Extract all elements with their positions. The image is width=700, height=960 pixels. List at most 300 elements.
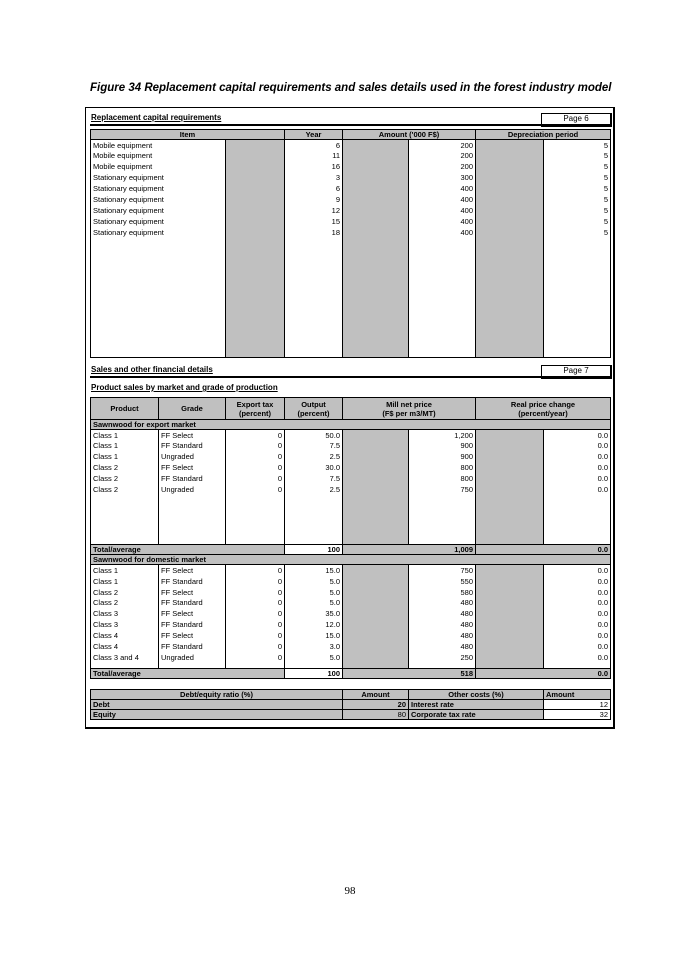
change-cell: 0.0 <box>544 576 611 587</box>
shaded-cell <box>476 346 544 357</box>
amount-cell <box>409 325 476 336</box>
product-cell: Class 1 <box>91 576 159 587</box>
output-cell: 7.5 <box>285 473 343 484</box>
shaded-cell <box>476 140 544 151</box>
amount-cell: 400 <box>409 205 476 216</box>
shaded-cell <box>476 183 544 194</box>
header-export-tax <box>226 398 285 420</box>
shaded-cell <box>343 150 409 161</box>
page-box-7: Page 7 <box>541 365 612 379</box>
grade-cell: Ungraded <box>159 484 226 495</box>
shaded-cell <box>226 161 285 172</box>
item-cell: Mobile equipment <box>91 161 226 172</box>
table-row <box>91 161 611 172</box>
price-cell: 550 <box>409 576 476 587</box>
item-cell: Mobile equipment <box>91 140 226 151</box>
depreciation-cell: 5 <box>544 227 611 238</box>
shaded-cell <box>343 172 409 183</box>
output-cell: 12.0 <box>285 619 343 630</box>
grade-cell: FF Select <box>159 587 226 598</box>
section-rule <box>90 376 610 378</box>
table-row <box>91 292 611 303</box>
export-tax-cell: 0 <box>226 576 285 587</box>
shaded-cell <box>343 484 409 495</box>
shaded-cell <box>343 248 409 259</box>
item-cell <box>91 346 226 357</box>
product-cell: Class 2 <box>91 587 159 598</box>
table-row <box>91 259 611 270</box>
shaded-cell <box>343 587 409 598</box>
product-cell: Class 4 <box>91 641 159 652</box>
amount-cell: 400 <box>409 183 476 194</box>
shaded-cell <box>226 303 285 314</box>
year-cell <box>285 248 343 259</box>
market-label: Sawnwood for export market <box>91 420 611 430</box>
output-cell: 2.5 <box>285 484 343 495</box>
table-row <box>91 652 611 663</box>
shaded-cell <box>226 270 285 281</box>
debt-value: 20 <box>343 700 409 710</box>
table-row <box>91 451 611 462</box>
shaded-cell <box>476 325 544 336</box>
replacement-title: Replacement capital requirements <box>91 113 222 122</box>
year-cell: 11 <box>285 150 343 161</box>
shaded-cell <box>343 205 409 216</box>
total-change: 0.0 <box>476 545 611 555</box>
section-rule <box>90 124 610 126</box>
table-row <box>91 619 611 630</box>
shaded-cell <box>476 248 544 259</box>
total-label: Total/average <box>91 545 285 555</box>
shaded-cell <box>476 641 544 652</box>
shaded-cell <box>343 216 409 227</box>
grade-cell: FF Select <box>159 565 226 576</box>
equity-value: 80 <box>343 710 409 720</box>
amount-cell <box>409 281 476 292</box>
replacement-table <box>90 129 611 358</box>
grade-cell: Ungraded <box>159 652 226 663</box>
shaded-cell <box>226 150 285 161</box>
depreciation-cell: 5 <box>544 140 611 151</box>
shaded-cell <box>476 495 544 545</box>
shaded-cell <box>343 161 409 172</box>
debt-label: Debt <box>91 700 343 710</box>
shaded-cell <box>476 292 544 303</box>
shaded-cell <box>343 641 409 652</box>
output-cell: 15.0 <box>285 630 343 641</box>
product-cell: Class 1 <box>91 430 159 441</box>
shaded-cell <box>343 652 409 663</box>
shaded-cell <box>226 346 285 357</box>
table-row <box>91 484 611 495</box>
header-product: Product <box>91 398 159 420</box>
amount-cell <box>409 270 476 281</box>
year-cell <box>285 292 343 303</box>
output-cell: 35.0 <box>285 608 343 619</box>
shaded-cell <box>226 172 285 183</box>
table-row <box>91 270 611 281</box>
shaded-cell <box>226 140 285 151</box>
shaded-cell <box>343 608 409 619</box>
shaded-cell <box>226 248 285 259</box>
table-row <box>91 194 611 205</box>
table-row <box>91 314 611 325</box>
interest-label: Interest rate <box>409 700 544 710</box>
item-cell <box>91 292 226 303</box>
output-cell: 7.5 <box>285 440 343 451</box>
table-row <box>91 346 611 357</box>
shaded-cell <box>476 619 544 630</box>
shaded-cell <box>226 227 285 238</box>
product-cell: Class 1 <box>91 451 159 462</box>
output-cell: 30.0 <box>285 462 343 473</box>
tax-value: 32 <box>544 710 611 720</box>
grade-cell <box>159 495 226 545</box>
export-tax-cell: 0 <box>226 473 285 484</box>
amount-cell <box>409 248 476 259</box>
sales-table <box>90 397 611 679</box>
product-cell: Class 3 <box>91 619 159 630</box>
product-cell: Class 2 <box>91 473 159 484</box>
depreciation-cell: 5 <box>544 216 611 227</box>
header-mill-price-unit: (F$ per m3/MT) <box>382 408 436 418</box>
shaded-cell <box>476 259 544 270</box>
item-cell: Mobile equipment <box>91 150 226 161</box>
export-tax-cell: 0 <box>226 587 285 598</box>
equity-label: Equity <box>91 710 343 720</box>
export-tax-cell: 0 <box>226 565 285 576</box>
year-cell <box>285 270 343 281</box>
grade-cell: FF Select <box>159 430 226 441</box>
shaded-cell <box>343 473 409 484</box>
header-amount-right: Amount <box>544 690 611 700</box>
item-cell: Stationary equipment <box>91 183 226 194</box>
shaded-cell <box>476 303 544 314</box>
depreciation-cell <box>544 248 611 259</box>
grade-cell: FF Standard <box>159 641 226 652</box>
header-depreciation: Depreciation period <box>476 130 611 140</box>
amount-cell <box>409 303 476 314</box>
export-tax-cell: 0 <box>226 619 285 630</box>
shaded-cell <box>343 303 409 314</box>
total-price: 518 <box>343 669 476 679</box>
shaded-cell <box>226 205 285 216</box>
shaded-cell <box>476 270 544 281</box>
page-box-6: Page 6 <box>541 113 612 127</box>
total-output: 100 <box>285 669 343 679</box>
export-tax-cell: 0 <box>226 630 285 641</box>
table-row <box>91 238 611 249</box>
price-cell: 250 <box>409 652 476 663</box>
header-real-change <box>476 398 611 420</box>
export-tax-cell: 0 <box>226 652 285 663</box>
item-cell <box>91 248 226 259</box>
amount-cell: 200 <box>409 140 476 151</box>
shaded-cell <box>476 440 544 451</box>
product-cell: Class 1 <box>91 440 159 451</box>
shaded-cell <box>343 576 409 587</box>
price-cell: 900 <box>409 451 476 462</box>
shaded-cell <box>476 630 544 641</box>
header-output-label: Output <box>301 399 326 409</box>
tax-label: Corporate tax rate <box>409 710 544 720</box>
export-tax-cell <box>226 495 285 545</box>
total-price: 1,009 <box>343 545 476 555</box>
amount-cell <box>409 336 476 347</box>
table-row <box>91 227 611 238</box>
change-cell: 0.0 <box>544 430 611 441</box>
amount-cell: 400 <box>409 227 476 238</box>
total-output: 100 <box>285 545 343 555</box>
export-tax-cell: 0 <box>226 430 285 441</box>
product-cell: Class 2 <box>91 484 159 495</box>
table-row <box>91 598 611 609</box>
product-cell: Class 1 <box>91 565 159 576</box>
amount-cell <box>409 346 476 357</box>
amount-cell: 200 <box>409 161 476 172</box>
item-cell: Stationary equipment <box>91 172 226 183</box>
price-cell: 480 <box>409 619 476 630</box>
product-cell: Class 2 <box>91 462 159 473</box>
sales-subtitle: Product sales by market and grade of production <box>91 383 278 392</box>
year-cell: 12 <box>285 205 343 216</box>
amount-cell: 200 <box>409 150 476 161</box>
price-cell: 900 <box>409 440 476 451</box>
table-row <box>91 303 611 314</box>
shaded-cell <box>226 194 285 205</box>
header-year: Year <box>285 130 343 140</box>
shaded-cell <box>343 292 409 303</box>
export-tax-cell: 0 <box>226 440 285 451</box>
output-cell: 2.5 <box>285 451 343 462</box>
year-cell: 15 <box>285 216 343 227</box>
year-cell: 18 <box>285 227 343 238</box>
sales-title: Sales and other financial details <box>91 365 213 374</box>
figure-caption: Figure 34 Replacement capital requirements and sales details used in the forest industry model <box>90 82 612 94</box>
year-cell <box>285 259 343 270</box>
shaded-cell <box>343 346 409 357</box>
shaded-cell <box>476 238 544 249</box>
shaded-cell <box>476 652 544 663</box>
grade-cell: FF Standard <box>159 576 226 587</box>
change-cell: 0.0 <box>544 451 611 462</box>
depreciation-cell <box>544 292 611 303</box>
header-debt-equity: Debt/equity ratio (%) <box>91 690 343 700</box>
table-row <box>91 336 611 347</box>
export-tax-cell: 0 <box>226 608 285 619</box>
year-cell <box>285 346 343 357</box>
header-mill-price-label: Mill net price <box>386 399 432 409</box>
shaded-cell <box>226 325 285 336</box>
shaded-cell <box>476 205 544 216</box>
shaded-cell <box>476 161 544 172</box>
grade-cell: FF Standard <box>159 619 226 630</box>
grade-cell: FF Standard <box>159 473 226 484</box>
shaded-cell <box>343 619 409 630</box>
table-row <box>91 183 611 194</box>
shaded-cell <box>226 336 285 347</box>
amount-cell: 300 <box>409 172 476 183</box>
item-cell: Stationary equipment <box>91 216 226 227</box>
header-other-costs: Other costs (%) <box>409 690 544 700</box>
year-cell: 9 <box>285 194 343 205</box>
change-cell: 0.0 <box>544 587 611 598</box>
depreciation-cell: 5 <box>544 161 611 172</box>
item-cell: Stationary equipment <box>91 205 226 216</box>
total-label: Total/average <box>91 669 285 679</box>
shaded-cell <box>226 292 285 303</box>
interest-value: 12 <box>544 700 611 710</box>
shaded-cell <box>476 227 544 238</box>
export-tax-cell: 0 <box>226 451 285 462</box>
total-row <box>91 545 611 555</box>
total-row <box>91 669 611 679</box>
output-cell: 3.0 <box>285 641 343 652</box>
year-cell: 16 <box>285 161 343 172</box>
market-group-row <box>91 420 611 430</box>
table-row <box>91 325 611 336</box>
shaded-cell <box>226 238 285 249</box>
grade-cell: FF Select <box>159 608 226 619</box>
amount-cell <box>409 259 476 270</box>
shaded-cell <box>343 259 409 270</box>
shaded-cell <box>476 430 544 441</box>
grade-cell: FF Select <box>159 462 226 473</box>
price-cell: 480 <box>409 641 476 652</box>
grade-cell: FF Standard <box>159 598 226 609</box>
header-real-change-unit: (percent/year) <box>518 408 568 418</box>
item-cell <box>91 314 226 325</box>
change-cell: 0.0 <box>544 652 611 663</box>
shaded-cell <box>343 336 409 347</box>
depreciation-cell <box>544 336 611 347</box>
product-cell: Class 4 <box>91 630 159 641</box>
depreciation-cell <box>544 325 611 336</box>
price-cell: 480 <box>409 630 476 641</box>
year-cell <box>285 325 343 336</box>
shaded-cell <box>476 314 544 325</box>
shaded-cell <box>226 281 285 292</box>
table-row <box>91 248 611 259</box>
shaded-cell <box>476 281 544 292</box>
total-change: 0.0 <box>476 669 611 679</box>
shaded-cell <box>343 227 409 238</box>
shaded-cell <box>343 440 409 451</box>
shaded-cell <box>226 183 285 194</box>
change-cell <box>544 495 611 545</box>
shaded-cell <box>343 325 409 336</box>
table-row <box>91 576 611 587</box>
depreciation-cell <box>544 303 611 314</box>
table-row <box>91 140 611 151</box>
financial-table <box>90 689 611 720</box>
shaded-cell <box>476 194 544 205</box>
year-cell: 6 <box>285 140 343 151</box>
depreciation-cell <box>544 270 611 281</box>
shaded-cell <box>343 462 409 473</box>
output-cell: 5.0 <box>285 576 343 587</box>
item-cell <box>91 270 226 281</box>
export-tax-cell: 0 <box>226 598 285 609</box>
change-cell: 0.0 <box>544 630 611 641</box>
change-cell: 0.0 <box>544 473 611 484</box>
item-cell <box>91 259 226 270</box>
change-cell: 0.0 <box>544 598 611 609</box>
shaded-cell <box>476 608 544 619</box>
amount-cell: 400 <box>409 216 476 227</box>
shaded-cell <box>476 462 544 473</box>
market-label: Sawnwood for domestic market <box>91 555 611 565</box>
product-cell <box>91 495 159 545</box>
price-cell: 580 <box>409 587 476 598</box>
change-cell: 0.0 <box>544 484 611 495</box>
item-cell <box>91 336 226 347</box>
shaded-cell <box>343 238 409 249</box>
depreciation-cell <box>544 259 611 270</box>
amount-cell <box>409 314 476 325</box>
price-cell: 750 <box>409 484 476 495</box>
year-cell <box>285 281 343 292</box>
price-cell: 480 <box>409 598 476 609</box>
shaded-cell <box>476 336 544 347</box>
price-cell: 800 <box>409 473 476 484</box>
shaded-cell <box>476 484 544 495</box>
table-row <box>91 440 611 451</box>
header-amount-left: Amount <box>343 690 409 700</box>
product-cell: Class 3 and 4 <box>91 652 159 663</box>
grade-cell: FF Standard <box>159 440 226 451</box>
table-row <box>91 587 611 598</box>
shaded-cell <box>343 183 409 194</box>
item-cell <box>91 238 226 249</box>
shaded-cell <box>476 473 544 484</box>
change-cell: 0.0 <box>544 619 611 630</box>
shaded-cell <box>343 430 409 441</box>
year-cell <box>285 238 343 249</box>
year-cell <box>285 314 343 325</box>
export-tax-cell: 0 <box>226 641 285 652</box>
depreciation-cell <box>544 281 611 292</box>
product-cell: Class 2 <box>91 598 159 609</box>
depreciation-cell: 5 <box>544 172 611 183</box>
year-cell <box>285 336 343 347</box>
year-cell <box>285 303 343 314</box>
item-cell <box>91 325 226 336</box>
shaded-cell <box>343 194 409 205</box>
output-cell: 50.0 <box>285 430 343 441</box>
shaded-cell <box>343 270 409 281</box>
shaded-cell <box>343 140 409 151</box>
change-cell: 0.0 <box>544 565 611 576</box>
price-cell: 750 <box>409 565 476 576</box>
shaded-cell <box>226 216 285 227</box>
shaded-cell <box>476 576 544 587</box>
depreciation-cell: 5 <box>544 194 611 205</box>
shaded-cell <box>226 314 285 325</box>
item-cell <box>91 303 226 314</box>
page-number: 98 <box>344 885 356 897</box>
table-row <box>91 641 611 652</box>
shaded-cell <box>476 587 544 598</box>
depreciation-cell <box>544 314 611 325</box>
table-row <box>91 172 611 183</box>
depreciation-cell <box>544 346 611 357</box>
table-row <box>91 565 611 576</box>
grade-cell: Ungraded <box>159 451 226 462</box>
table-row <box>91 473 611 484</box>
header-export-tax-label: Export tax <box>236 399 274 409</box>
table-row <box>91 462 611 473</box>
